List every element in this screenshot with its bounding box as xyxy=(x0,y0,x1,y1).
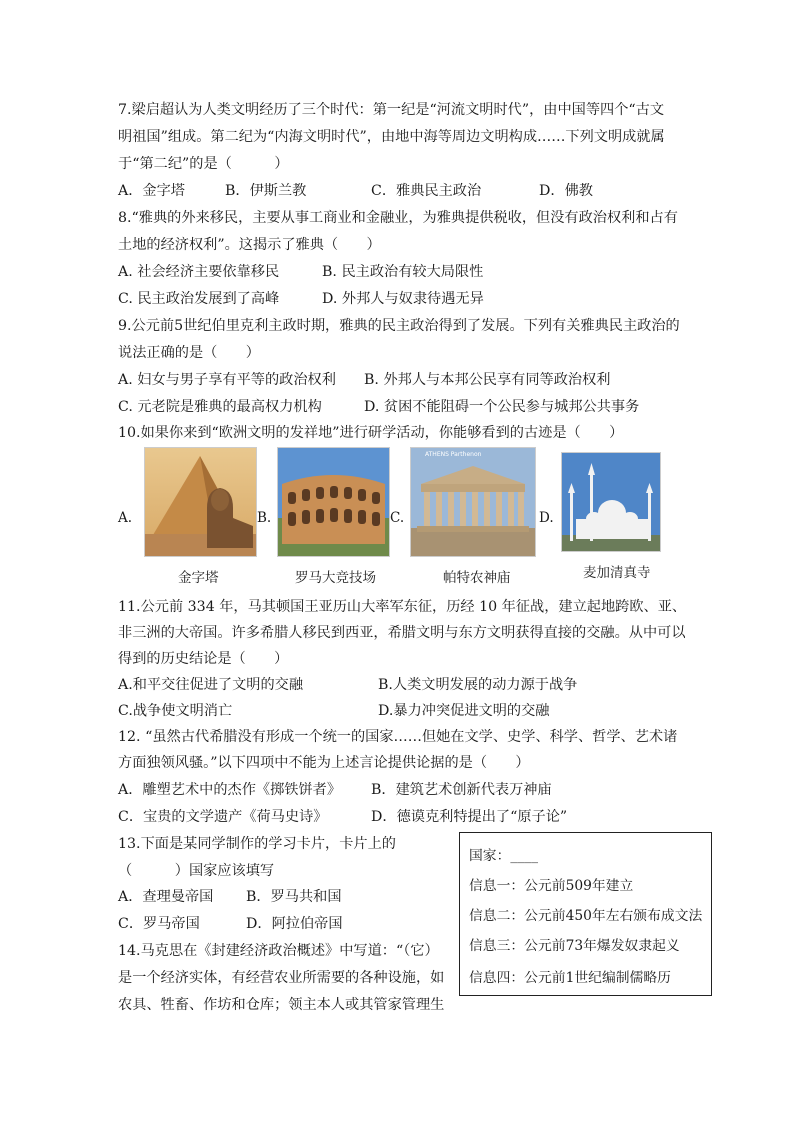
q7-line-2: 明祖国”组成。第二纪为“内海文明时代”，由地中海等周边文明构成……下列文明成就属 xyxy=(118,129,665,145)
q12-line-1: 12. “虽然古代希腊没有形成一个统一的国家……但她在文学、史学、科学、哲学、艺术诸 xyxy=(118,729,678,745)
q12-option-d: D．德谟克利特提出了“原子论” xyxy=(371,809,568,825)
parthenon-image xyxy=(410,447,536,557)
q10-caption-a: 金字塔 xyxy=(178,570,219,586)
q8-option-a: A. 社会经济主要依靠移民 xyxy=(118,264,280,280)
q10-caption-c: 帕特农神庙 xyxy=(443,570,511,586)
pyramid-sphinx-image xyxy=(144,447,257,557)
q13-option-c: C．罗马帝国 xyxy=(118,916,200,932)
mosque-image xyxy=(561,452,661,552)
q9-line-1: 9.公元前5世纪伯里克利主政时期，雅典的民主政治得到了发展。下列有关雅典民主政治的 xyxy=(118,318,680,334)
q8-option-b: B. 民主政治有较大局限性 xyxy=(322,264,484,280)
q10-caption-d: 麦加清真寺 xyxy=(583,565,651,581)
q9-line-2: 说法正确的是（ ） xyxy=(118,345,260,361)
q13-line-2: （ ）国家应该填写 xyxy=(118,863,275,879)
q12-option-c: C．宝贵的文学遗产《荷马史诗》 xyxy=(118,809,328,825)
q11-option-a: A.和平交往促进了文明的交融 xyxy=(118,677,304,693)
q13-option-a: A．查理曼帝国 xyxy=(118,889,214,905)
q13-line-1: 13.下面是某同学制作的学习卡片，卡片上的 xyxy=(118,836,396,852)
colosseum-image xyxy=(277,447,390,557)
q8-option-c: C. 民主政治发展到了高峰 xyxy=(118,291,280,307)
q14-line-3: 农具、牲畜、作坊和仓库；领主本人或其管家管理生 xyxy=(118,997,445,1013)
q10-line: 10.如果你来到“欧洲文明的发祥地”进行研学活动，你能够看到的古迹是（ ） xyxy=(118,425,624,441)
q11-option-d: D.暴力冲突促进文明的交融 xyxy=(378,703,550,719)
q10-caption-b: 罗马大竞技场 xyxy=(295,570,376,586)
q8-line-1: 8.“雅典的外来移民，主要从事工商业和金融业，为雅典提供税收，但没有政治权利和占有 xyxy=(118,210,678,226)
card-country-line: 国家：____ xyxy=(469,848,538,864)
study-card xyxy=(459,832,712,996)
q12-line-2: 方面独领风骚。”以下四项中不能为上述言论提供论据的是（ ） xyxy=(118,755,530,771)
q7-line-3: 于“第二纪”的是（ ） xyxy=(118,156,289,172)
q7-option-b: B．伊斯兰教 xyxy=(225,183,307,199)
card-info-4: 信息四：公元前1世纪编制儒略历 xyxy=(469,970,671,986)
q7-option-d: D．佛教 xyxy=(539,183,593,199)
q11-option-b: B.人类文明发展的动力源于战争 xyxy=(378,677,578,693)
q7-option-a: A．金字塔 xyxy=(118,183,185,199)
q11-option-c: C.战争使文明消亡 xyxy=(118,703,233,719)
card-info-2: 信息二：公元前450年左右颁布成文法 xyxy=(469,908,703,924)
q10-letter-b: B. xyxy=(257,510,272,526)
q11-line-2: 非三洲的大帝国。许多希腊人移民到西亚，希腊文明与东方文明获得直接的交融。从中可以 xyxy=(118,625,686,641)
q12-option-b: B．建筑艺术创新代表万神庙 xyxy=(371,782,552,798)
q9-option-a: A. 妇女与男子享有平等的政治权利 xyxy=(118,372,336,388)
parthenon-watermark: ATHENS Parthenon xyxy=(425,451,482,458)
q11-line-3: 得到的历史结论是（ ） xyxy=(118,651,289,667)
card-info-3: 信息三：公元前73年爆发奴隶起义 xyxy=(469,938,680,954)
q10-letter-a: A. xyxy=(118,510,133,526)
q7-line-1: 7.梁启超认为人类文明经历了三个时代：第一纪是“河流文明时代”，由中国等四个“古文 xyxy=(118,102,665,118)
q10-letter-d: D. xyxy=(539,510,554,526)
q13-option-b: B．罗马共和国 xyxy=(246,889,342,905)
q8-line-2: 土地的经济权利”。这揭示了雅典（ ） xyxy=(118,237,381,253)
q7-option-c: C．雅典民主政治 xyxy=(371,183,482,199)
q9-option-b: B. 外邦人与本邦公民享有同等政治权利 xyxy=(364,372,611,388)
q12-option-a: A．雕塑艺术中的杰作《掷铁饼者》 xyxy=(118,782,342,798)
q9-option-d: D. 贫困不能阻碍一个公民参与城邦公共事务 xyxy=(364,399,640,415)
q14-line-1: 14.马克思在《封建经济政治概述》中写道：“（它） xyxy=(118,943,439,959)
q11-line-1: 11.公元前 334 年，马其顿国王亚历山大率军东征，历经 10 年征战，建立起地跨欧、亚、 xyxy=(118,599,687,615)
q8-option-d: D. 外邦人与奴隶待遇无异 xyxy=(322,291,484,307)
q14-line-2: 是一个经济实体，有经营农业所需要的各种设施，如 xyxy=(118,970,445,986)
q9-option-c: C. 元老院是雅典的最高权力机构 xyxy=(118,399,322,415)
q10-letter-c: C. xyxy=(390,510,405,526)
card-info-1: 信息一：公元前509年建立 xyxy=(469,878,634,894)
q13-option-d: D．阿拉伯帝国 xyxy=(246,916,343,932)
